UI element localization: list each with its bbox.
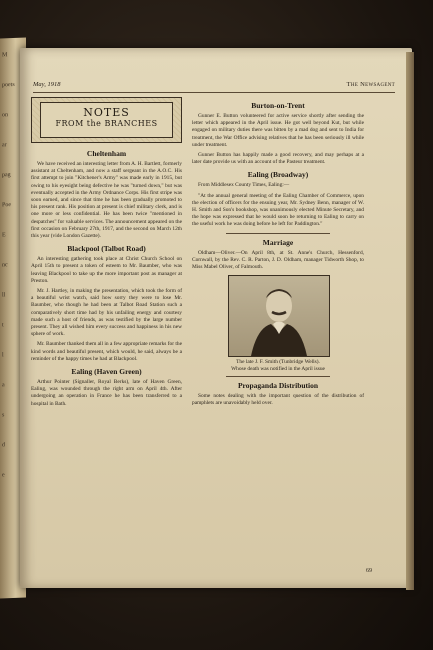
notes-header-box — [31, 97, 182, 143]
paragraph: Arthur Pointer (Signaller, Royal Berks), late of Haven Green, Ealing, was wounded through the right arm on April 4th. After undergoing an operation in France he has been transferred to a hospital in Bath. — [31, 379, 182, 407]
page-number: 69 — [366, 568, 372, 574]
section-heading: Cheltenham — [86, 149, 127, 158]
section-heading: Blackpool (Talbot Road) — [67, 244, 146, 254]
previous-page-fragment: a — [2, 382, 5, 389]
left-column-content — [31, 149, 182, 408]
portrait-illustration — [229, 276, 329, 356]
burton-paragraph-2: Gunner Button has happily made a good recovery, and may perhaps at a later date provide us with an account of the Pasteur treatment. — [192, 152, 364, 166]
portrait-caption-line-1: The late J. F. Smith (Tunbridge Wells). — [236, 359, 320, 366]
divider — [226, 233, 329, 234]
previous-page-fragment: ar — [2, 142, 7, 149]
running-head-date: May, 1918 — [33, 81, 61, 88]
marriage-paragraph: Oldham—Oliver.—On April 8th, at St. Anne's Church, Hessenford, Cornwall, by the Rev. C. R. Parton, J. D. Oldham, manager Tidworth Shop, to Miss Mabel Oliver, of Falmouth. — [192, 249, 364, 271]
portrait-caption — [192, 359, 364, 372]
marriage-heading: Marriage — [262, 237, 294, 247]
right-column — [192, 97, 364, 411]
portrait-photo — [228, 275, 330, 357]
divider-2 — [226, 376, 329, 377]
notes-subtitle: FROM the BRANCHES — [55, 119, 158, 128]
previous-page-fragment: d — [2, 442, 5, 449]
burton-paragraph: Gunner E. Button volunteered for active service shortly after sending the letter which appeared in the April issue. He got well beyond Kut, but while engaged on military duties there was bitten by a mad dog and sent to India for treatment, the War Office advising relatives that he has been seriously ill while under treatment. — [192, 113, 364, 148]
previous-page-fragment: M — [2, 52, 8, 59]
previous-page-fragment: ll — [2, 292, 6, 299]
left-column — [31, 97, 182, 411]
ealing-source: From Middlesex County Times, Ealing:— — [198, 182, 290, 189]
running-head-publication: The Newsagent — [346, 81, 395, 88]
previous-page-fragment: t — [2, 322, 4, 329]
propaganda-heading: Propaganda Distribution — [237, 381, 319, 391]
burton-heading: Burton-on-Trent — [251, 101, 305, 110]
previous-page-fragment: l — [2, 352, 4, 359]
previous-page-fragment: nc — [2, 262, 8, 269]
page-stack-edge — [406, 52, 414, 590]
paragraph: Mr. Baumber thanked them all in a few appropriate remarks for the kind words and beautiful present, which would, he said, always be a reminder of the happy times he had at Blackpool. — [31, 341, 182, 362]
previous-page-fragment: on — [2, 112, 8, 119]
notes-title: NOTES — [83, 106, 130, 119]
running-head — [33, 80, 395, 93]
notes-header-inner — [40, 102, 173, 138]
portrait-caption-line-2: Whose death was notified in the April issue — [231, 365, 325, 372]
section-heading: Ealing (Haven Green) — [71, 367, 142, 377]
ealing-paragraph: "At the annual general meeting of the Ealing Chamber of Commerce, upon the election of officers for the ensuing year, Mr. Sydney Benn, manager of W. H. Smith and Son's bookshop, was unanimously elected Minute Secretary, and the hope was expressed that he would soon be returning to Ealing to carry on the useful work he was doing before he left for Paddington." — [192, 192, 364, 228]
previous-page-fragment: pag — [2, 172, 11, 179]
paragraph: We have received an interesting letter from A. H. Bartlett, formerly assistant at Cheltenham, and now a staff sergeant in the A.O.C. His first attempt to join "Kitchener's Army" was made early in 1915, but owing to his eyesight being defective he was "turned down," but was eventually accepted in the Army Ordnance Corps. His first stripe was soon earned, and since that time he has been gradually promoted to his present rank. His position at present is chief military clerk, and is one more or less confidential. He has been twice "mentioned in despatches" for valuable services. The announcement appeared on the first occasion on February 27th, 1917, and the second on March 12th this year (vide London Gazette). — [31, 161, 182, 240]
previous-page-fragment: s — [2, 412, 5, 419]
propaganda-paragraph: Some notes dealing with the important question of the distribution of pamphlets are unavoidably held over. — [192, 393, 364, 407]
previous-page-fragment: Poe — [2, 202, 11, 209]
previous-page-fragment: E — [2, 232, 6, 239]
ealing-broadway-heading: Ealing (Broadway) — [247, 170, 309, 180]
portrait-figure — [228, 275, 328, 357]
paragraph: An interesting gathering took place at Christ Church School on April 15th to present a token of esteem to Mr. Baumber, who was leaving Blackpool to take up the more important post as manager at Preston. — [31, 256, 182, 284]
paragraph: Mr. J. Hartley, in making the presentation, which took the form of a beautiful wrist watch, said how sorry they were to lose Mr. Baumber, who though he had been at Talbot Road Station such a comparatively short time had by his unfailing energy and courtesy made such a host of friends, as was testified by the large number present. They all wished him every success and happiness in his new sphere of work. — [31, 288, 182, 338]
previous-page-fragment: poets — [2, 81, 15, 89]
previous-page-fragment: e — [2, 472, 5, 479]
